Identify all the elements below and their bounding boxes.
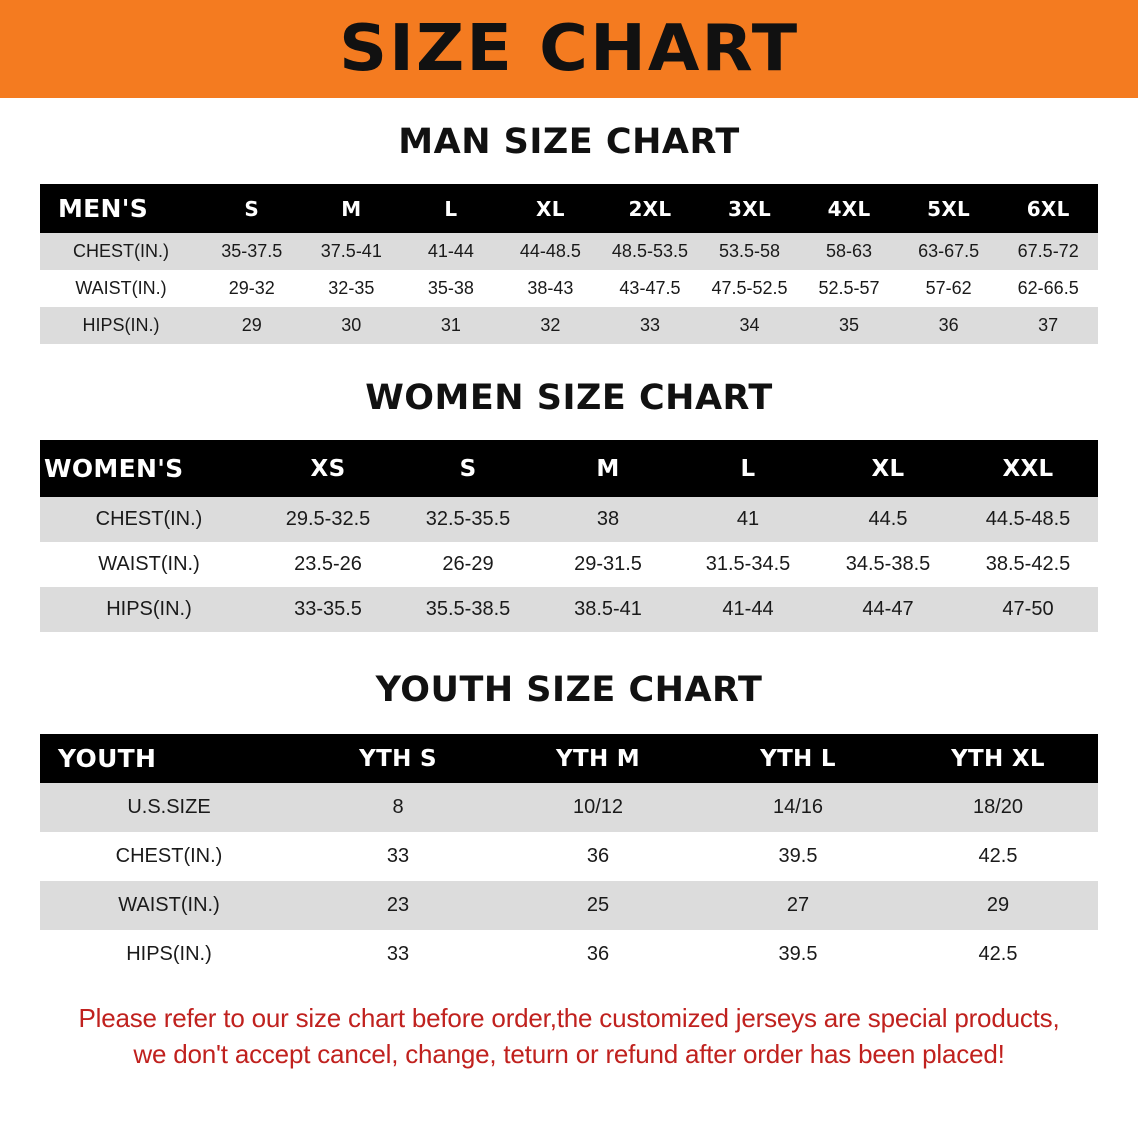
youth-size-table bbox=[40, 734, 1098, 979]
women-row-0-cell-1: 32.5-35.5 bbox=[398, 497, 538, 542]
youth-row-1-cell-0: 33 bbox=[298, 832, 498, 881]
table-row bbox=[40, 881, 1098, 930]
women-row-0-cell-0: 29.5-32.5 bbox=[258, 497, 398, 542]
man-header-cell-2: M bbox=[302, 184, 402, 233]
disclaimer-line-1: Please refer to our size chart before order,the customized jerseys are special products, bbox=[78, 1003, 1060, 1033]
youth-header-cell-2: YTH M bbox=[498, 734, 698, 783]
man-row-0-cell-4: 48.5-53.5 bbox=[600, 233, 700, 270]
youth-row-3-cell-0: 33 bbox=[298, 930, 498, 979]
man-header-cell-6: 3XL bbox=[700, 184, 800, 233]
youth-row-0-cell-3: 18/20 bbox=[898, 783, 1098, 832]
table-header-row bbox=[40, 184, 1098, 233]
man-row-1-cell-5: 47.5-52.5 bbox=[700, 270, 800, 307]
man-size-table-wrapper bbox=[40, 184, 1098, 344]
man-row-0-label: CHEST(IN.) bbox=[40, 233, 202, 270]
size-chart-banner bbox=[0, 0, 1138, 98]
man-table-body bbox=[40, 233, 1098, 344]
youth-header-cell-0: YOUTH bbox=[40, 734, 298, 783]
man-section-heading: MAN SIZE CHART bbox=[398, 122, 740, 162]
women-section-heading: WOMEN SIZE CHART bbox=[365, 378, 773, 418]
youth-row-2-label: WAIST(IN.) bbox=[40, 881, 298, 930]
youth-row-3-cell-3: 42.5 bbox=[898, 930, 1098, 979]
women-row-1-cell-3: 31.5-34.5 bbox=[678, 542, 818, 587]
women-header-cell-5: XL bbox=[818, 440, 958, 497]
women-row-1-cell-4: 34.5-38.5 bbox=[818, 542, 958, 587]
women-row-1-cell-0: 23.5-26 bbox=[258, 542, 398, 587]
table-header-row bbox=[40, 734, 1098, 783]
youth-header-cell-4: YTH XL bbox=[898, 734, 1098, 783]
women-header-cell-0: WOMEN'S bbox=[40, 440, 258, 497]
man-header-cell-1: S bbox=[202, 184, 302, 233]
man-row-2-cell-2: 31 bbox=[401, 307, 501, 344]
man-row-2-cell-4: 33 bbox=[600, 307, 700, 344]
table-row bbox=[40, 542, 1098, 587]
man-header-cell-3: L bbox=[401, 184, 501, 233]
table-row bbox=[40, 270, 1098, 307]
table-row bbox=[40, 930, 1098, 979]
man-row-0-cell-0: 35-37.5 bbox=[202, 233, 302, 270]
man-header-cell-4: XL bbox=[501, 184, 601, 233]
women-row-2-cell-0: 33-35.5 bbox=[258, 587, 398, 632]
women-header-cell-1: XS bbox=[258, 440, 398, 497]
table-row bbox=[40, 307, 1098, 344]
man-row-1-cell-6: 52.5-57 bbox=[799, 270, 899, 307]
man-row-2-cell-3: 32 bbox=[501, 307, 601, 344]
youth-row-1-cell-2: 39.5 bbox=[698, 832, 898, 881]
women-row-2-cell-2: 38.5-41 bbox=[538, 587, 678, 632]
table-row bbox=[40, 832, 1098, 881]
man-row-1-cell-7: 57-62 bbox=[899, 270, 999, 307]
youth-row-0-cell-0: 8 bbox=[298, 783, 498, 832]
man-row-1-cell-0: 29-32 bbox=[202, 270, 302, 307]
women-row-1-cell-5: 38.5-42.5 bbox=[958, 542, 1098, 587]
man-row-0-cell-8: 67.5-72 bbox=[998, 233, 1098, 270]
man-row-2-cell-6: 35 bbox=[799, 307, 899, 344]
disclaimer-note bbox=[34, 1001, 1104, 1073]
man-row-0-cell-3: 44-48.5 bbox=[501, 233, 601, 270]
youth-row-3-cell-1: 36 bbox=[498, 930, 698, 979]
man-row-2-cell-1: 30 bbox=[302, 307, 402, 344]
women-size-table-wrapper bbox=[40, 440, 1098, 632]
women-row-0-cell-3: 41 bbox=[678, 497, 818, 542]
man-row-2-cell-8: 37 bbox=[998, 307, 1098, 344]
man-header-cell-9: 6XL bbox=[998, 184, 1098, 233]
youth-row-0-cell-1: 10/12 bbox=[498, 783, 698, 832]
man-size-table bbox=[40, 184, 1098, 344]
table-row bbox=[40, 233, 1098, 270]
man-row-1-cell-4: 43-47.5 bbox=[600, 270, 700, 307]
women-row-2-label: HIPS(IN.) bbox=[40, 587, 258, 632]
man-row-1-cell-1: 32-35 bbox=[302, 270, 402, 307]
man-row-2-cell-0: 29 bbox=[202, 307, 302, 344]
man-row-0-cell-6: 58-63 bbox=[799, 233, 899, 270]
women-row-0-cell-2: 38 bbox=[538, 497, 678, 542]
women-table-head bbox=[40, 440, 1098, 497]
man-row-1-label: WAIST(IN.) bbox=[40, 270, 202, 307]
disclaimer-line-2: we don't accept cancel, change, teturn or refund after order has been placed! bbox=[133, 1038, 1005, 1069]
youth-row-0-label: U.S.SIZE bbox=[40, 783, 298, 832]
table-row bbox=[40, 587, 1098, 632]
women-header-cell-3: M bbox=[538, 440, 678, 497]
youth-row-0-cell-2: 14/16 bbox=[698, 783, 898, 832]
youth-table-body bbox=[40, 783, 1098, 979]
man-row-0-cell-2: 41-44 bbox=[401, 233, 501, 270]
youth-row-1-label: CHEST(IN.) bbox=[40, 832, 298, 881]
man-table-head bbox=[40, 184, 1098, 233]
youth-header-cell-1: YTH S bbox=[298, 734, 498, 783]
women-row-0-cell-4: 44.5 bbox=[818, 497, 958, 542]
women-row-0-cell-5: 44.5-48.5 bbox=[958, 497, 1098, 542]
women-row-2-cell-3: 41-44 bbox=[678, 587, 818, 632]
youth-row-3-cell-2: 39.5 bbox=[698, 930, 898, 979]
man-header-cell-0: MEN'S bbox=[40, 184, 202, 233]
women-row-1-label: WAIST(IN.) bbox=[40, 542, 258, 587]
youth-size-table-wrapper bbox=[40, 734, 1098, 979]
page-title: SIZE CHART bbox=[338, 12, 800, 86]
youth-row-1-cell-3: 42.5 bbox=[898, 832, 1098, 881]
youth-row-1-cell-1: 36 bbox=[498, 832, 698, 881]
women-table-body bbox=[40, 497, 1098, 632]
man-header-cell-8: 5XL bbox=[899, 184, 999, 233]
man-row-2-cell-5: 34 bbox=[700, 307, 800, 344]
women-row-2-cell-1: 35.5-38.5 bbox=[398, 587, 538, 632]
man-row-2-cell-7: 36 bbox=[899, 307, 999, 344]
women-row-1-cell-1: 26-29 bbox=[398, 542, 538, 587]
man-row-0-cell-1: 37.5-41 bbox=[302, 233, 402, 270]
man-row-1-cell-3: 38-43 bbox=[501, 270, 601, 307]
women-size-table bbox=[40, 440, 1098, 632]
man-row-1-cell-8: 62-66.5 bbox=[998, 270, 1098, 307]
youth-table-head bbox=[40, 734, 1098, 783]
man-row-2-label: HIPS(IN.) bbox=[40, 307, 202, 344]
youth-row-2-cell-1: 25 bbox=[498, 881, 698, 930]
youth-row-2-cell-0: 23 bbox=[298, 881, 498, 930]
women-header-cell-4: L bbox=[678, 440, 818, 497]
women-row-0-label: CHEST(IN.) bbox=[40, 497, 258, 542]
women-row-2-cell-4: 44-47 bbox=[818, 587, 958, 632]
women-row-1-cell-2: 29-31.5 bbox=[538, 542, 678, 587]
man-row-1-cell-2: 35-38 bbox=[401, 270, 501, 307]
youth-row-2-cell-3: 29 bbox=[898, 881, 1098, 930]
man-row-0-cell-5: 53.5-58 bbox=[700, 233, 800, 270]
man-header-cell-5: 2XL bbox=[600, 184, 700, 233]
man-row-0-cell-7: 63-67.5 bbox=[899, 233, 999, 270]
table-row bbox=[40, 783, 1098, 832]
women-header-cell-6: XXL bbox=[958, 440, 1098, 497]
man-header-cell-7: 4XL bbox=[799, 184, 899, 233]
women-header-cell-2: S bbox=[398, 440, 538, 497]
youth-row-3-label: HIPS(IN.) bbox=[40, 930, 298, 979]
table-header-row bbox=[40, 440, 1098, 497]
youth-section-heading: YOUTH SIZE CHART bbox=[375, 670, 763, 710]
youth-header-cell-3: YTH L bbox=[698, 734, 898, 783]
table-row bbox=[40, 497, 1098, 542]
youth-row-2-cell-2: 27 bbox=[698, 881, 898, 930]
women-row-2-cell-5: 47-50 bbox=[958, 587, 1098, 632]
